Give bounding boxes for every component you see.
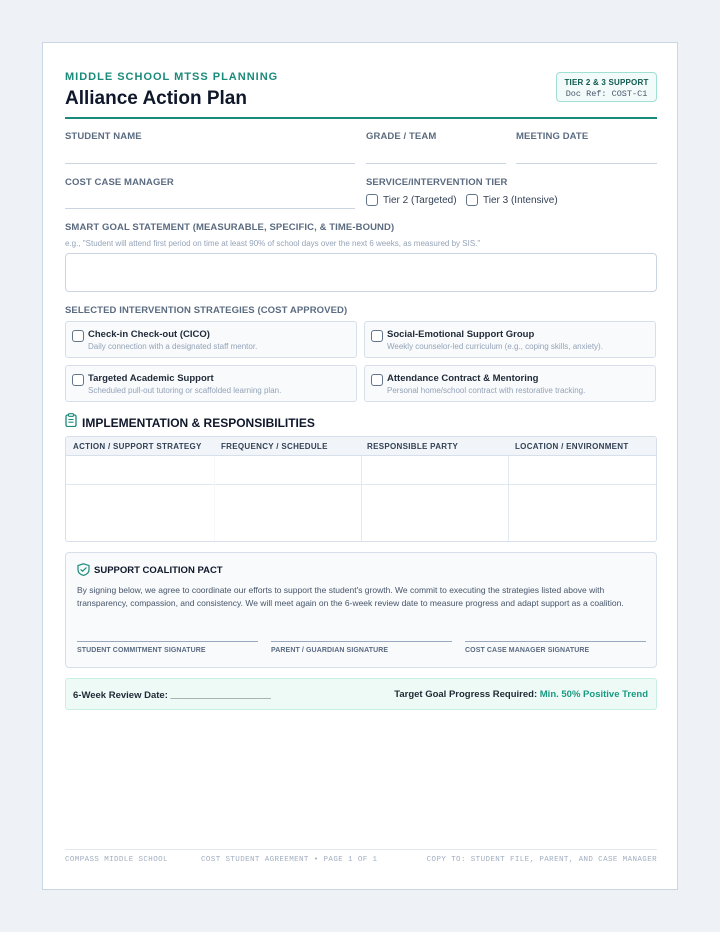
page-title: Alliance Action Plan [65, 88, 247, 109]
target-value: Min. 50% Positive Trend [539, 689, 648, 700]
tier2-label: Tier 2 (Targeted) [383, 194, 457, 206]
footer-page: COST STUDENT AGREEMENT • PAGE 1 OF 1 [201, 856, 378, 864]
strategy-checkbox[interactable] [371, 374, 383, 386]
grade-team-label: GRADE / TEAM [366, 131, 437, 142]
clipboard-icon [65, 413, 77, 432]
strategies-label: SELECTED INTERVENTION STRATEGIES (COST APPROVED) [65, 305, 348, 316]
footer-school: COMPASS MIDDLE SCHOOL [65, 856, 168, 864]
strategy-title: Attendance Contract & Mentoring [387, 373, 539, 384]
strategy-checkbox[interactable] [371, 330, 383, 342]
implementation-heading [65, 413, 315, 432]
badge-doc-ref: Doc Ref: COST-C1 [565, 89, 648, 99]
grade-team-field[interactable] [366, 163, 506, 164]
strategy-desc: Personal home/school contract with restorative tracking. [387, 386, 586, 395]
handshake-shield-icon [77, 563, 90, 581]
eyebrow-heading: MIDDLE SCHOOL MTSS PLANNING [65, 71, 279, 83]
strategy-title: Social-Emotional Support Group [387, 329, 535, 340]
service-tier-label: SERVICE/INTERVENTION TIER [366, 177, 508, 188]
parent-signature-label: PARENT / GUARDIAN SIGNATURE [271, 647, 389, 654]
footer-rule [65, 849, 657, 850]
strategy-checkbox[interactable] [72, 374, 84, 386]
strategy-card-cico[interactable] [65, 321, 357, 358]
col-header: FREQUENCY / SCHEDULE [221, 442, 328, 451]
goal-hint: e.g., "Student will attend first period on time at least 90% of school days over the next 6 weeks, as measured by SIS." [65, 239, 481, 248]
case-manager-signature-line[interactable] [465, 641, 646, 642]
tier2-option[interactable] [366, 194, 457, 206]
strategy-title: Targeted Academic Support [88, 373, 214, 384]
tier3-option[interactable] [466, 194, 558, 206]
student-signature-line[interactable] [77, 641, 258, 642]
strategy-title: Check-in Check-out (CICO) [88, 329, 210, 340]
case-manager-label: COST CASE MANAGER [65, 177, 174, 188]
column-divider [214, 456, 215, 542]
tier2-checkbox[interactable] [366, 194, 378, 206]
meeting-date-field[interactable] [516, 163, 657, 164]
implementation-table [65, 436, 657, 542]
strategy-desc: Scheduled pull-out tutoring or scaffolded learning plan. [88, 386, 282, 395]
col-header: LOCATION / ENVIRONMENT [515, 442, 629, 451]
case-manager-signature-label: COST CASE MANAGER SIGNATURE [465, 647, 590, 654]
target-goal [394, 689, 648, 700]
parent-signature-line[interactable] [271, 641, 452, 642]
review-date-label: 6-Week Review Date: ___________________ [73, 690, 271, 701]
strategy-checkbox[interactable] [72, 330, 84, 342]
col-header: ACTION / SUPPORT STRATEGY [73, 442, 202, 451]
strategy-desc: Daily connection with a designated staff mentor. [88, 342, 258, 351]
strategy-desc: Weekly counselor-led curriculum (e.g., coping skills, anxiety). [387, 342, 603, 351]
student-name-label: STUDENT NAME [65, 131, 142, 142]
target-label: Target Goal Progress Required: [394, 689, 538, 700]
implementation-title: IMPLEMENTATION & RESPONSIBILITIES [82, 415, 315, 430]
review-banner [65, 678, 657, 710]
student-signature-label: STUDENT COMMITMENT SIGNATURE [77, 647, 206, 654]
case-manager-field[interactable] [65, 208, 355, 209]
tier-badge [556, 72, 657, 102]
table-header [66, 437, 656, 456]
strategy-card-sel[interactable] [364, 321, 656, 358]
badge-tier-text: TIER 2 & 3 SUPPORT [564, 78, 649, 87]
tier3-label: Tier 3 (Intensive) [483, 194, 558, 206]
strategy-card-academic[interactable] [65, 365, 357, 402]
goal-label: SMART GOAL STATEMENT (MEASURABLE, SPECIFIC, & TIME-BOUND) [65, 222, 395, 233]
meeting-date-label: MEETING DATE [516, 131, 589, 142]
column-divider [508, 456, 509, 542]
tier3-checkbox[interactable] [466, 194, 478, 206]
col-header: RESPONSIBLE PARTY [367, 442, 459, 451]
strategy-card-attendance[interactable] [364, 365, 656, 402]
header-rule [65, 117, 657, 119]
pact-title: SUPPORT COALITION PACT [94, 565, 223, 576]
column-divider [361, 456, 362, 542]
footer-copy: COPY TO: STUDENT FILE, PARENT, AND CASE MANAGER [426, 856, 657, 864]
pact-body: By signing below, we agree to coordinate our efforts to support the student's growth. We commit to executing the strategies listed above with transparency, compassion, and consistency. We will meet again on the 6-week review date to measure progress and adapt support as a coalition. [77, 585, 624, 608]
student-name-field[interactable] [65, 163, 355, 164]
goal-input[interactable] [65, 253, 657, 292]
coalition-pact [65, 552, 657, 668]
document-page [42, 42, 678, 890]
